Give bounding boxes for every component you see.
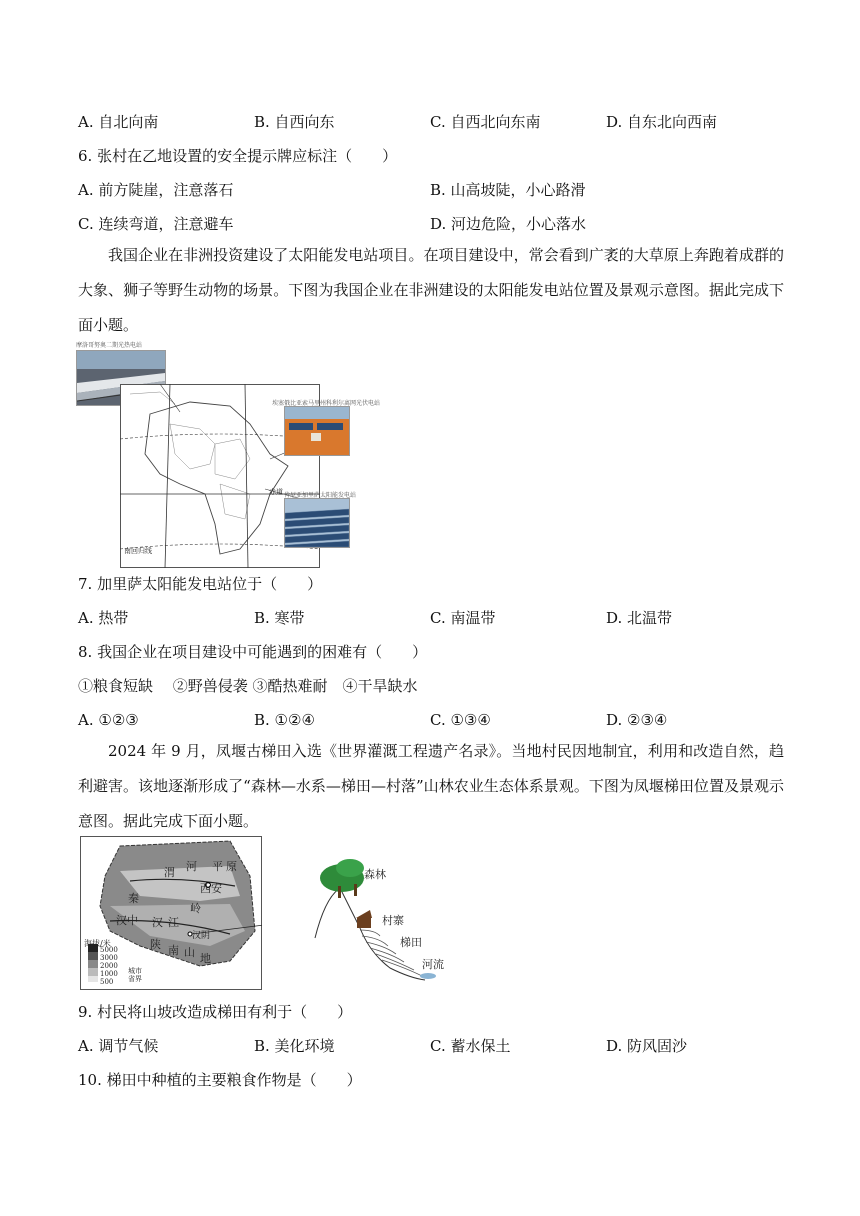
scene-label-terrace: 梯田 [400,936,422,949]
q5-option-b: B. 自西向东 [254,113,335,131]
caption-ethiopia: 埃塞俄比亚索马里州科利尔离网光伏电站 [272,400,381,407]
q6-option-c: C. 连续弯道，注意避车 [78,215,234,233]
q7-option-b: B. 寒带 [254,609,305,627]
ethiopia-plant-photo [284,406,350,456]
map-label-wei: 渭 [164,866,175,879]
legend-500: 500 [100,978,114,986]
q5-option-c: C. 自西北向东南 [430,113,541,131]
caption-morocco: 摩洛哥努奥二期光热电站 [76,342,143,349]
q9-option-d: D. 防风固沙 [606,1037,688,1055]
legend-5000: 5000 [100,946,118,954]
q8-option-a: A. ①②③ [78,711,139,729]
q8-option-d: D. ②③④ [606,711,668,729]
map-label-jiang: 江 [168,916,179,929]
map-label-han: 汉 [152,916,163,929]
legend-3000: 3000 [100,954,118,962]
q9-option-b: B. 美化环境 [254,1037,335,1055]
caption-kenya: 肯尼亚加里萨太阳能发电站 [284,492,357,499]
passage-terraces: 2024 年 9 月，凤堰古梯田入选《世界灌溉工程遗产名录》。当地村民因地制宜，利用和改造自然，趋利避害。该地逐渐形成了“森林—水系—梯田—村落”山林农业生态体系景观。下图为凤堰梯田位置及景观示意图。据此完成下面小题。 [78,742,784,830]
scene-label-village: 村寨 [382,914,404,927]
q9-stem: 9. 村民将山坡改造成梯田有利于（ ） [78,1003,353,1021]
passage-solar: 我国企业在非洲投资建设了太阳能发电站项目。在项目建设中，常会看到广袤的大草原上奔跑着成群的大象、狮子等野生动物的场景。下图为我国企业在非洲建设的太阳能发电站位置及景观示意图。据此完成下面小题。 [78,246,784,334]
map-label-shan: 山 [184,946,195,959]
legend-1000: 1000 [100,970,118,978]
map-label-ling: 岭 [190,902,201,915]
tropic-label: 南回归线 [124,547,152,555]
equator-label: 赤道 [269,488,283,496]
q7-stem: 7. 加里萨太阳能发电站位于（ ） [78,575,323,593]
legend-border: 省界 [128,975,142,983]
q7-option-d: D. 北温带 [606,609,673,627]
q6-option-a: A. 前方陡崖，注意落石 [78,181,234,199]
q7-option-a: A. 热带 [78,609,129,627]
q9-option-c: C. 蓄水保土 [430,1037,511,1055]
q8-stem: 8. 我国企业在项目建设中可能遇到的困难有（ ） [78,643,428,661]
q6-option-d: D. 河边危险，小心落水 [430,215,587,233]
q7-option-c: C. 南温带 [430,609,496,627]
map-label-he: 河 [186,860,197,873]
q5-option-d: D. 自东北向西南 [606,113,718,131]
q6-stem: 6. 张村在乙地设置的安全提示牌应标注（ ） [78,147,398,165]
map-label-hanzhong: 汉中 [116,914,138,927]
legend-city: 城市 [128,967,142,975]
q6-option-b: B. 山高坡陡，小心路滑 [430,181,586,199]
q8-option-c: C. ①③④ [430,711,491,729]
map-label-yuan: 原 [226,860,237,873]
map-label-xian: 西安 [200,882,222,895]
legend-title: 海拔/米 [84,939,111,948]
map-label-nan: 南 [168,944,179,957]
q8-option-b: B. ①②④ [254,711,315,729]
map-label-ping: 平 [212,860,223,873]
scene-label-forest: 森林 [364,868,386,881]
q9-option-a: A. 调节气候 [78,1037,159,1055]
map-label-di: 地 [200,952,211,965]
map-label-qin: 秦 [128,892,139,905]
map-label-hanyin: 汉阴 [192,931,211,941]
legend-2000: 2000 [100,962,118,970]
kenya-plant-photo [284,498,350,548]
q5-option-a: A. 自北向南 [78,113,159,131]
scene-label-river: 河流 [422,958,444,971]
map-label-shaan: 陕 [150,938,161,951]
q10-stem: 10. 梯田中种植的主要粮食作物是（ ） [78,1071,362,1089]
q8-choices: ①粮食短缺 ②野兽侵袭 ③酷热难耐 ④干旱缺水 [78,677,418,695]
